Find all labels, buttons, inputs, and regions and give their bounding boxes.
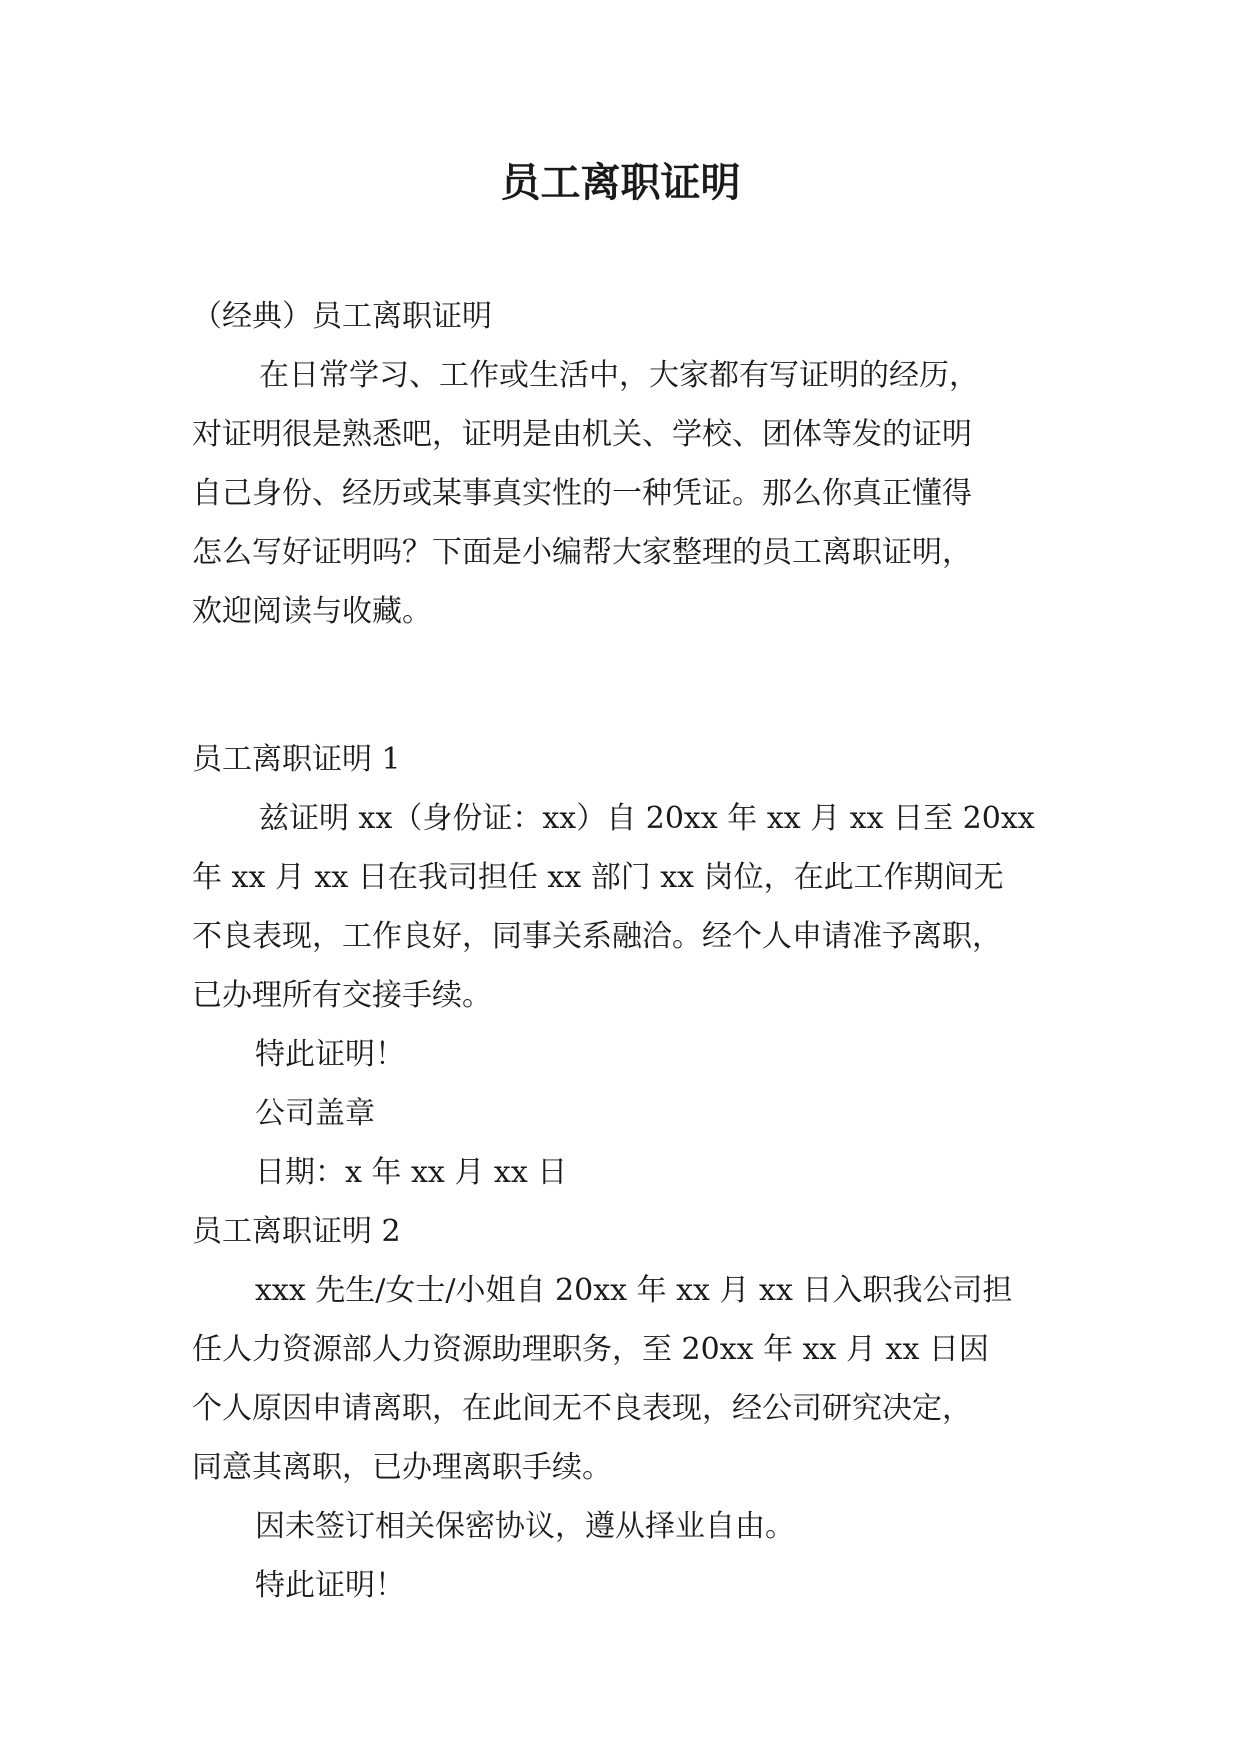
- document-title: 员工离职证明: [500, 159, 741, 206]
- closing-line: 特此证明！: [255, 1037, 405, 1072]
- document-body: [192, 287, 1072, 1615]
- section-body-line: 年 xx 月 xx 日在我司担任 xx 部门 xx 岗位，在此工作期间无: [192, 860, 1004, 895]
- section-heading: 员工离职证明 1: [192, 742, 401, 777]
- section-body-line: 同意其离职，已办理离职手续。: [192, 1450, 612, 1485]
- company-stamp-line: 公司盖章: [255, 1096, 375, 1131]
- date-line: 日期：x 年 xx 月 xx 日: [255, 1155, 568, 1190]
- intro-paragraph: [192, 346, 1072, 641]
- intro-line: 自己身份、经历或某事真实性的一种凭证。那么你真正懂得: [192, 476, 972, 511]
- section-body-line: 个人原因申请离职，在此间无不良表现，经公司研究决定，: [192, 1391, 972, 1426]
- intro-line: 欢迎阅读与收藏。: [192, 594, 432, 629]
- section-2: [192, 1202, 1072, 1615]
- section-body-line: xxx 先生/女士/小姐自 20xx 年 xx 月 xx 日入职我公司担: [255, 1273, 1013, 1308]
- note-line: 因未签订相关保密协议，遵从择业自由。: [255, 1509, 795, 1544]
- intro-line: 对证明很是熟悉吧，证明是由机关、学校、团体等发的证明: [192, 417, 972, 452]
- section-body-line: 任人力资源部人力资源助理职务，至 20xx 年 xx 月 xx 日因: [192, 1332, 989, 1367]
- section-body-line: 不良表现，工作良好，同事关系融洽。经个人申请准予离职，: [192, 919, 1002, 954]
- section-body-line: 兹证明 xx（身份证：xx）自 20xx 年 xx 月 xx 日至 20xx: [259, 801, 1035, 836]
- document-subtitle: （经典）员工离职证明: [192, 299, 492, 334]
- intro-line: 怎么写好证明吗？下面是小编帮大家整理的员工离职证明，: [192, 535, 972, 570]
- closing-line: 特此证明！: [255, 1568, 405, 1603]
- section-heading: 员工离职证明 2: [192, 1214, 401, 1249]
- section-1: [192, 730, 1072, 1202]
- intro-line: 在日常学习、工作或生活中，大家都有写证明的经历，: [259, 358, 979, 393]
- section-body-line: 已办理所有交接手续。: [192, 978, 492, 1013]
- section-gap: [192, 641, 1072, 730]
